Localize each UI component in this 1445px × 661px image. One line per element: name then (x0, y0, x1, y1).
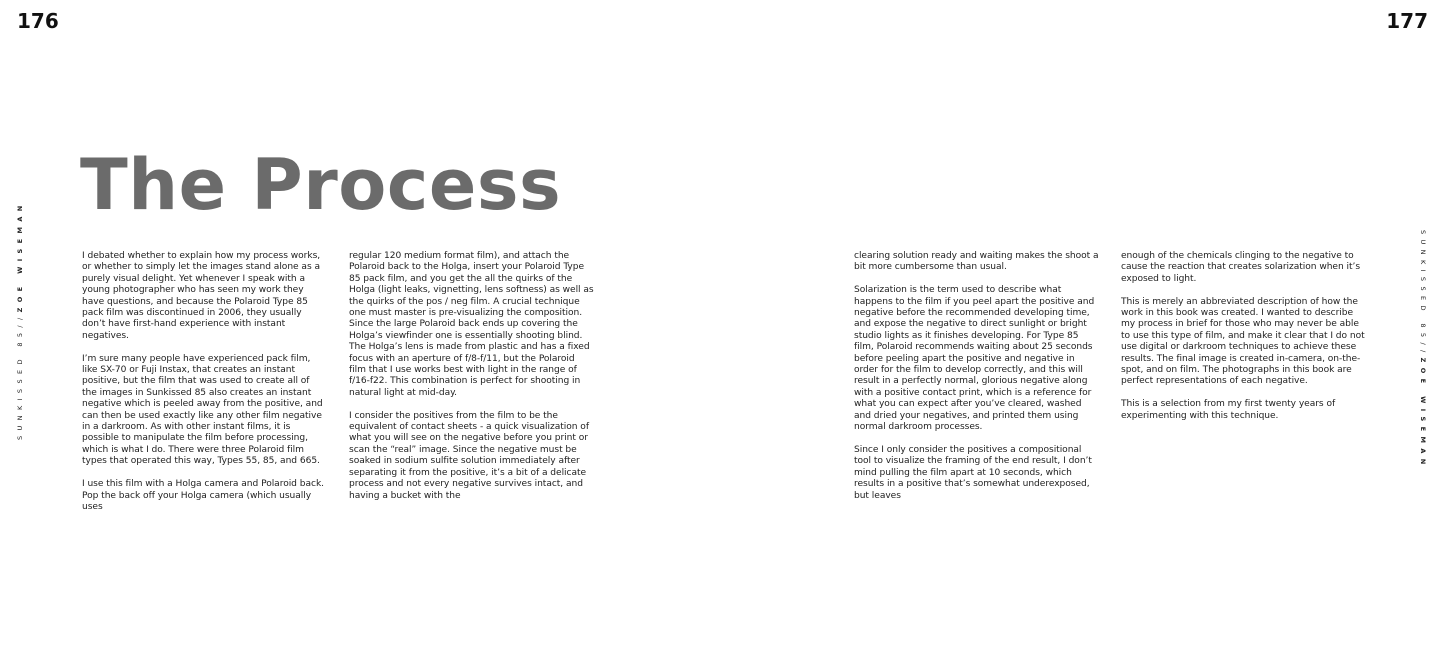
paragraph: Solarization is the term used to describe what happens to the film if you peel apart the positive and negative before the recommended developing time, and expose the negative to direct sunlight or bright studio lights as it finishes developing. For Type 85 film, Polaroid recommends waiting about 25 seconds before peeling apart the positive and negative in order for the film to develop correctly, and this will result in a perfectly normal, glorious negative along with a positive contact print, which is a reference for what you can expect after you’ve cleared, washed and dried your negatives, and printed them using normal darkroom processes. (854, 285, 1095, 433)
spine-separator: // (1419, 342, 1427, 358)
spine-label-left (16, 200, 27, 440)
paragraph: I’m sure many people have experienced pack film, like SX-70 or Fuji Instax, that creates an instant positive, but the film that was used to create all of the images in Sunkissed 85 also creates an instant negative which is peeled away from the positive, and can then be used exactly like any other film negative in a darkroom. As with other instant films, it is possible to manipulate the film before processing, which is what I do. There were three Polaroid film types that operated this way, Types 55, 85, and 665. (82, 353, 323, 467)
spine-series: SUNKISSED 85 (1419, 230, 1427, 343)
paragraph: clearing solution ready and waiting makes the shoot a bit more cumbersome than usual. (854, 251, 1099, 273)
chapter-title: The Process (80, 144, 562, 226)
spine-author: ZOE WISEMAN (1419, 357, 1427, 470)
spine-label-right (1416, 230, 1427, 470)
text-column-3 (854, 251, 1099, 513)
paragraph: This is merely an abbreviated description of how the work in this book was created. I wanted to describe my process in brief for those who may never be able to use this type of film, and make it clear that I do not use digital or darkroom techniques to achieve these results. The final image is created in-camera, on-the-spot, and on film. The photographs in this book are perfect representations of each negative. (1121, 296, 1365, 387)
spine-series: SUNKISSED 85 (16, 327, 24, 440)
paragraph: This is a selection from my first twenty years of experimenting with this technique. (1121, 399, 1336, 421)
spine-separator: // (16, 312, 24, 328)
paragraph: regular 120 medium format film), and attach the Polaroid back to the Holga, insert your Polaroid Type 85 pack film, and you get the all the quirks of the Holga (light leaks, vignetting, lens softness) as well as the quirks of the pos / neg film. A crucial technique one must master is pre-visualizing the composition. Since the large Polaroid back ends up covering the Holga’s viewfinder one is essentially shooting blind. The Holga’s lens is made from plastic and has a fixed focus with an aperture of f/8-f/11, but the Polaroid film that I use works best with light in the range of f/16-f22. This combination is perfect for shooting in natural light at mid-day. (349, 251, 594, 398)
page-number-left: 176 (17, 9, 59, 33)
paragraph: I consider the positives from the film to be the equivalent of contact sheets - a quick visualization of what you will see on the negative before you print or scan the “real” image. Since the negative must be soaked in sodium sulfite solution immediately after separating it from the positive, it’s a bit of a delicate process and not every negative survives intact, and having a bucket with the (349, 410, 589, 501)
text-column-2 (349, 251, 594, 513)
paragraph: I debated whether to explain how my process works, or whether to simply let the images stand alone as a purely visual delight. Yet whenever I speak with a young photographer who has seen my work they have questions, and because the Polaroid Type 85 pack film was discontinued in 2006, they usually don’t have first-hand experience with instant negatives. (82, 251, 321, 341)
text-column-1 (82, 251, 327, 525)
spine-author: ZOE WISEMAN (16, 200, 24, 313)
text-column-4 (1121, 251, 1366, 433)
paragraph: Since I only consider the positives a compositional tool to visualize the framing of the end result, I don’t mind pulling the film apart at 10 seconds, which results in a positive that’s somewhat underexposed, but leaves (854, 444, 1092, 501)
paragraph: enough of the chemicals clinging to the negative to cause the reaction that creates solarization when it’s exposed to light. (1121, 251, 1361, 284)
paragraph: I use this film with a Holga camera and Polaroid back. Pop the back off your Holga camera (which usually uses (82, 479, 325, 512)
page-number-right: 177 (1386, 9, 1428, 33)
